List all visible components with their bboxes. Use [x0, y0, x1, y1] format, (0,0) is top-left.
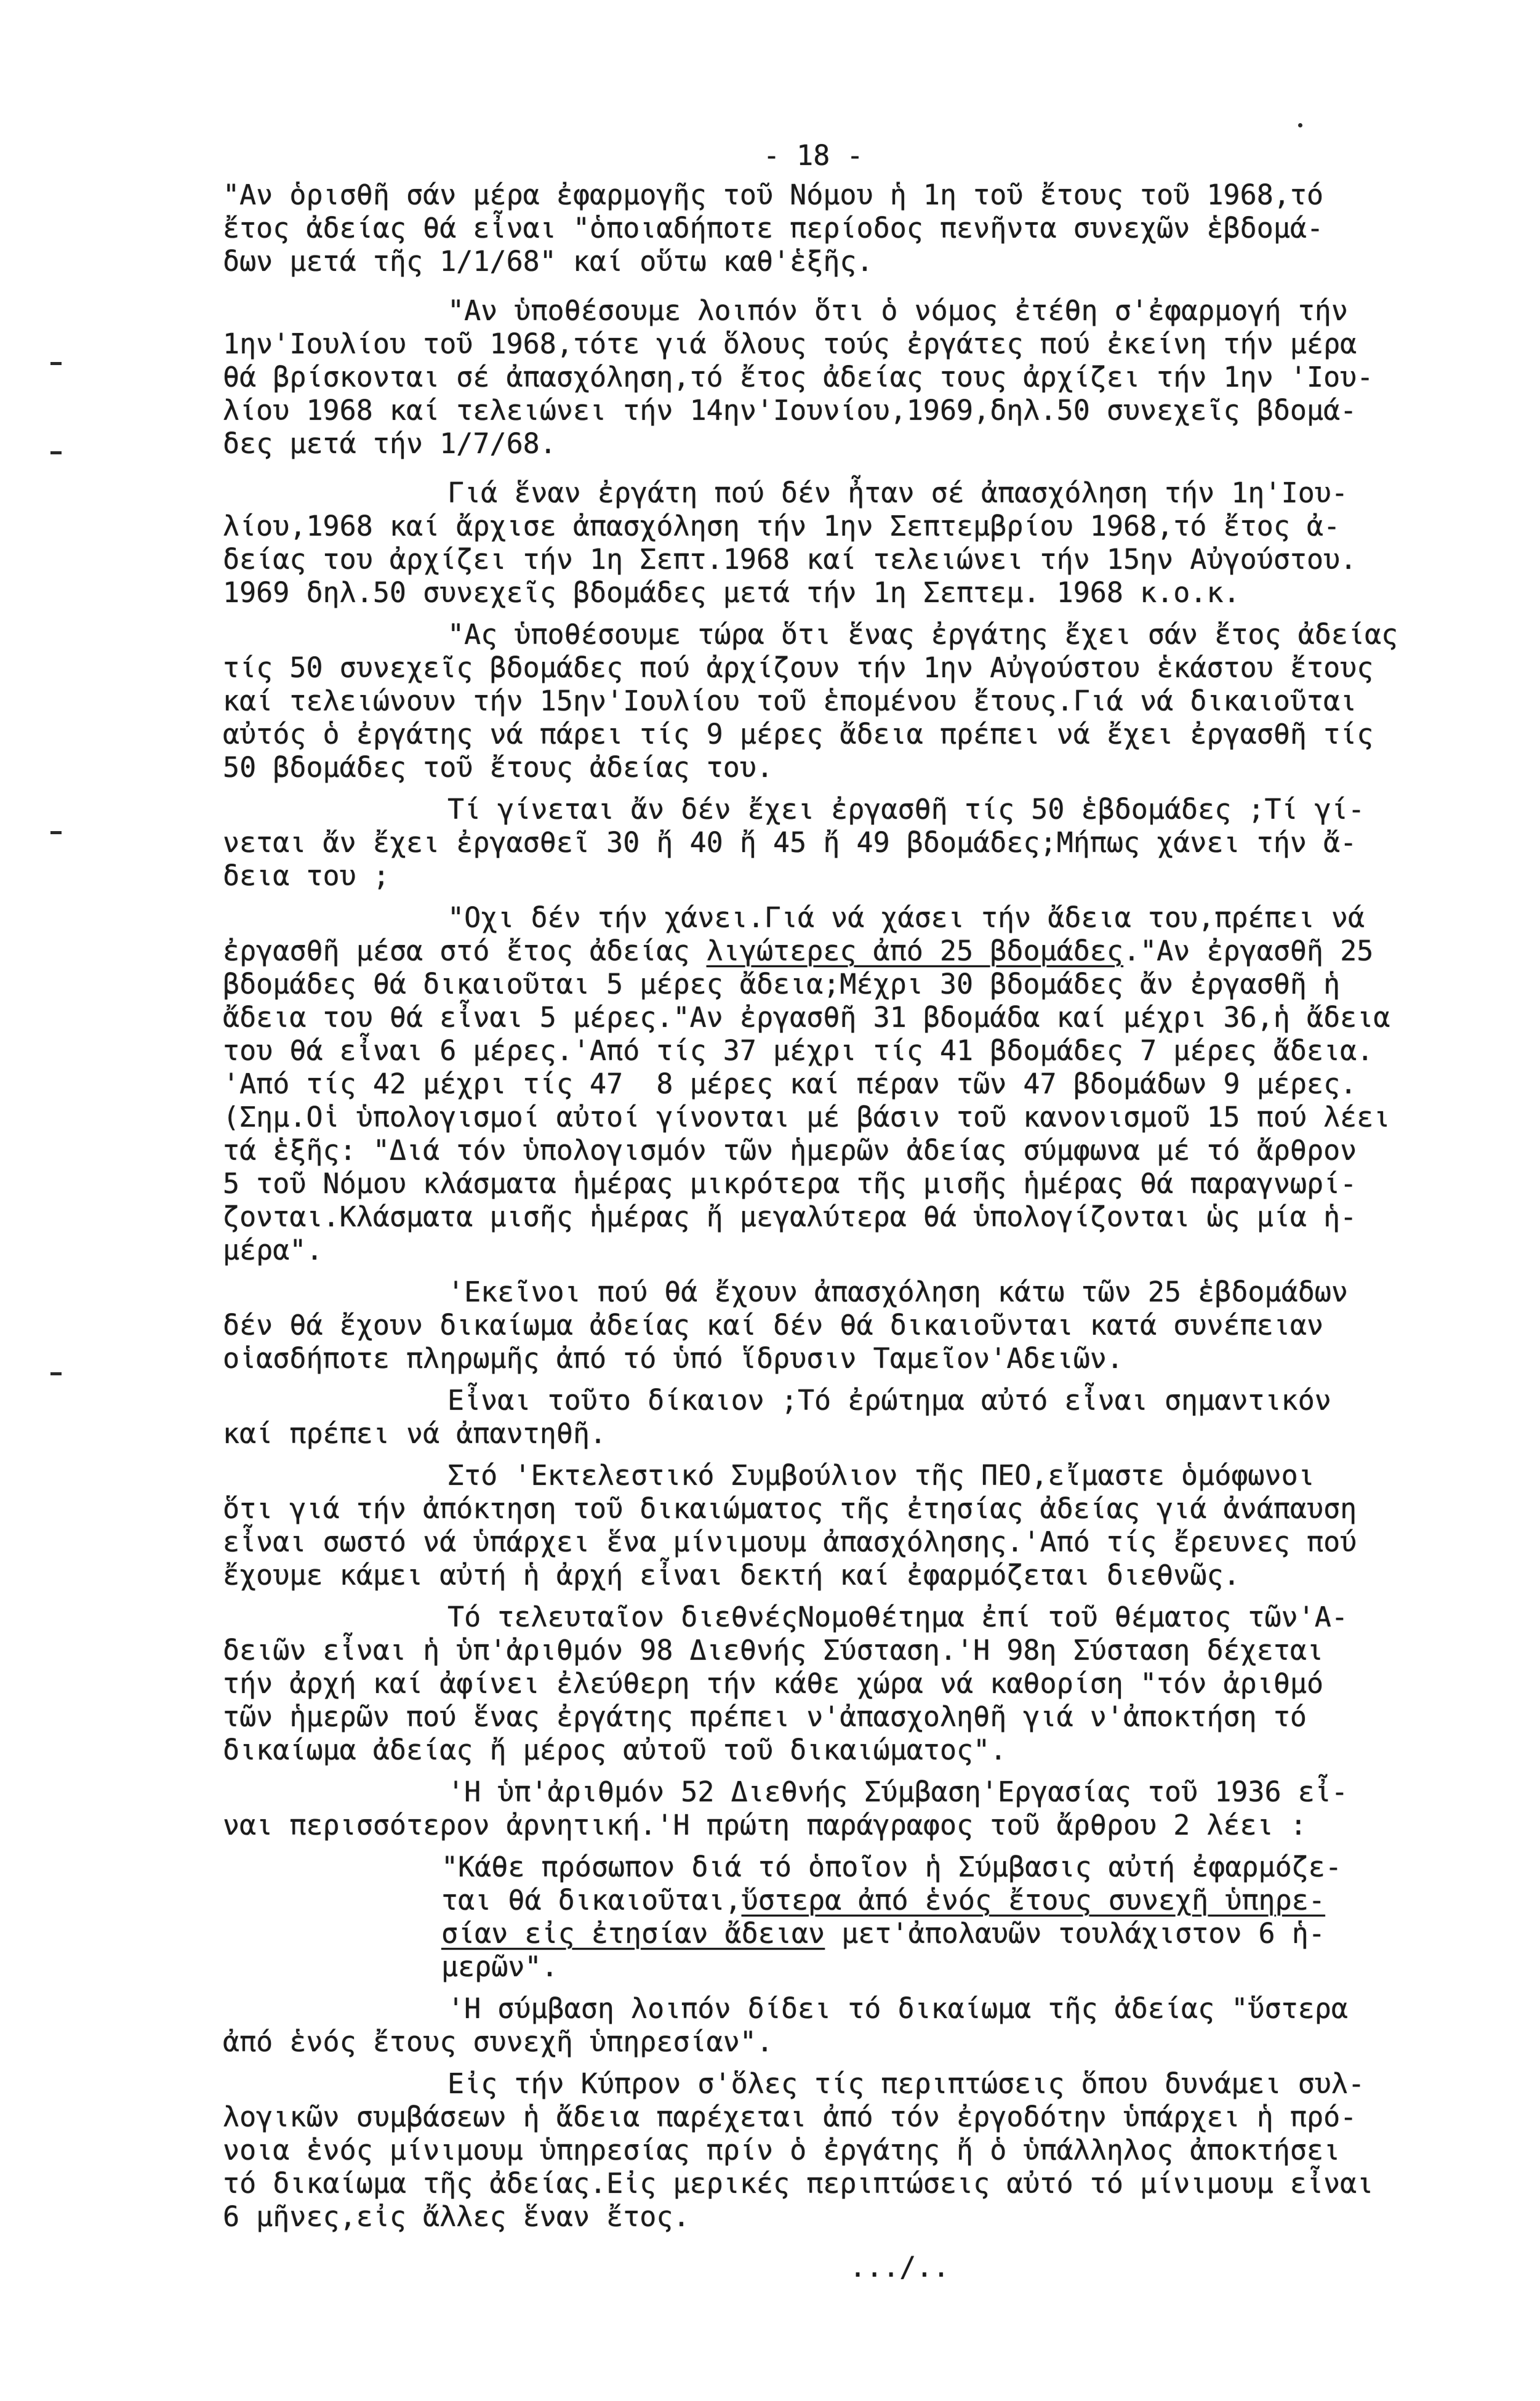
underlined-text: ὕστερα ἀπό ἑνός ἔτους συνεχῆ ὑπηρε-: [741, 1884, 1325, 1916]
text-line: [441, 1884, 1478, 1917]
margin-mark: [50, 362, 62, 365]
paragraph: [223, 793, 1478, 893]
text-line: τήν ἀρχή καί ἀφίνει ἐλεύθερη τήν κάθε χώρα νά καθορίση "τόν ἀριθμό: [223, 1667, 1324, 1700]
text-line: ἀπό ἑνός ἔτους συνεχῆ ὑπηρεσίαν".: [223, 2025, 774, 2058]
text-line: λίου 1968 καί τελειώνει τήν 14ην'Ιουνίου,1969,δηλ.50 συνεχεῖς βδομά-: [223, 394, 1357, 427]
text-line: δικαίωμα ἀδείας ἤ μέρος αὐτοῦ τοῦ δικαιώματος".: [223, 1734, 1007, 1766]
text-line: τό δικαίωμα τῆς ἀδείας.Εἰς μερικές περιπτώσεις αὐτό τό μίνιμουμ εἶναι: [223, 2167, 1374, 2200]
scan-dot: [1298, 123, 1302, 127]
paragraph: [223, 1776, 1478, 1842]
text-line: ἔχουμε κάμει αὐτή ἡ ἀρχή εἶναι δεκτή καί ἐφαρμόζεται διεθνῶς.: [223, 1559, 1240, 1591]
text-line: [441, 1917, 1478, 1950]
text-segment: ."Αν ἐργασθῆ 25: [1123, 935, 1374, 967]
text-line: (Σημ.Οἱ ὑπολογισμοί αὐτοί γίνονται μέ βάσιν τοῦ κανονισμοῦ 15 πού λέει: [223, 1101, 1390, 1133]
paragraph: [223, 1601, 1478, 1767]
margin-mark: [50, 451, 62, 454]
text-line: Τό τελευταῖον διεθνέςΝομοθέτημα ἐπί τοῦ θέματος τῶν'Α-: [447, 1601, 1348, 1633]
text-line: δέν θά ἔχουν δικαίωμα ἀδείας καί δέν θά δικαιοῦνται κατά συνέπειαν: [223, 1309, 1324, 1341]
text-line: 'Η ὑπ'ἀριθμόν 52 Διεθνής Σύμβαση'Εργασίας τοῦ 1936 εἶ-: [447, 1776, 1348, 1808]
text-line: ζονται.Κλάσματα μισῆς ἡμέρας ἤ μεγαλύτερα θά ὑπολογίζονται ὡς μία ἡ-: [223, 1200, 1357, 1233]
text-line: δείας του ἀρχίζει τήν 1η Σεπτ.1968 καί τελειώνει τήν 15ην Αὐγούστου.: [223, 543, 1357, 576]
text-line: τά ἑξῆς: "Διά τόν ὑπολογισμόν τῶν ἡμερῶν ἀδείας σύμφωνα μέ τό ἄρθρον: [223, 1134, 1357, 1167]
text-line: νεται ἄν ἔχει ἐργασθεῖ 30 ἤ 40 ἤ 45 ἤ 49 βδομάδες;Μήπως χάνει τήν ἄ-: [223, 826, 1357, 859]
text-line: αὐτός ὁ ἐργάτης νά πάρει τίς 9 μέρες ἄδεια πρέπει νά ἔχει ἐργασθῆ τίς: [223, 718, 1374, 750]
text-line: μερῶν".: [441, 1950, 558, 1983]
paragraph: [223, 294, 1478, 460]
text-segment: ἐργασθῆ μέσα στό ἔτος ἀδείας: [223, 935, 707, 967]
text-line: νοια ἑνός μίνιμουμ ὑπηρεσίας πρίν ὁ ἐργάτης ἤ ὁ ὑπάλληλος ἀποκτήσει: [223, 2134, 1341, 2166]
text-line: λογικῶν συμβάσεων ἡ ἄδεια παρέχεται ἀπό τόν ἐργοδότην ὑπάρχει ἡ πρό-: [223, 2101, 1357, 2133]
text-line: του θά εἶναι 6 μέρες.'Από τίς 37 μέχρι τίς 41 βδομάδες 7 μέρες ἄδεια.: [223, 1034, 1374, 1067]
margin-mark: [50, 1372, 62, 1375]
text-line: ὅτι γιά τήν ἀπόκτηση τοῦ δικαιώματος τῆς ἐτησίας ἀδείας γιά ἀνάπαυση: [223, 1492, 1357, 1525]
paragraph: [223, 179, 1478, 278]
text-line: 1ην'Ιουλίου τοῦ 1968,τότε γιά ὅλους τούς ἐργάτες πού ἐκείνη τήν μέρα: [223, 328, 1357, 360]
text-line: λίου,1968 καί ἄρχισε ἀπασχόληση τήν 1ην Σεπτεμβρίου 1968,τό ἔτος ἀ-: [223, 510, 1341, 542]
underlined-text: σίαν εἰς ἐτησίαν ἄδειαν: [441, 1917, 825, 1950]
text-line: θά βρίσκονται σέ ἀπασχόληση,τό ἔτος ἀδείας τους ἀρχίζει τήν 1ην 'Ιου-: [223, 361, 1374, 393]
text-line: δεια του ;: [223, 859, 390, 892]
text-line: 'Εκεῖνοι πού θά ἔχουν ἀπασχόληση κάτω τῶν 25 ἑβδομάδων: [447, 1276, 1348, 1308]
page-number: - 18 -: [763, 139, 864, 172]
text-line: δειῶν εἶναι ἡ ὑπ'ἀριθμόν 98 Διεθνής Σύσταση.'Η 98η Σύσταση δέχεται: [223, 1634, 1324, 1667]
paragraph: [223, 1384, 1478, 1450]
text-line: τῶν ἡμερῶν πού ἕνας ἐργάτης πρέπει ν'ἀπασχοληθῆ γιά ν'ἀποκτήση τό: [223, 1700, 1307, 1733]
paragraph: [223, 1459, 1478, 1592]
margin-mark: [50, 831, 62, 834]
text-line: καί τελειώνουν τήν 15ην'Ιουλίου τοῦ ἑπομένου ἔτους.Γιά νά δικαιοῦται: [223, 685, 1357, 717]
text-line: Στό 'Εκτελεστικό Συμβούλιον τῆς ΠΕΟ,εἴμαστε ὁμόφωνοι: [447, 1459, 1315, 1492]
text-line: "Κάθε πρόσωπον διά τό ὁποῖον ἡ Σύμβασις αὐτή ἐφαρμόζε-: [441, 1851, 1342, 1883]
text-line: [223, 935, 1478, 968]
text-line: Εἶναι τοῦτο δίκαιον ;Τό ἐρώτημα αὐτό εἶναι σημαντικόν: [447, 1384, 1331, 1417]
text-line: εἶναι σωστό νά ὑπάρχει ἕνα μίνιμουμ ἀπασχόλησης.'Από τίς ἔρευνες πού: [223, 1526, 1357, 1558]
text-line: οἱασδήποτε πληρωμῆς ἀπό τό ὑπό ἵδρυσιν Ταμεῖον'Αδειῶν.: [223, 1342, 1123, 1375]
text-segment: μετ'ἀπολαυῶν τουλάχιστον 6 ἡ-: [825, 1917, 1325, 1950]
document-body: [223, 179, 1478, 2234]
text-line: Γιά ἕναν ἐργάτη πού δέν ἦταν σέ ἀπασχόληση τήν 1η'Ιου-: [447, 477, 1348, 509]
text-line: καί πρέπει νά ἀπαντηθῆ.: [223, 1417, 607, 1450]
block-quote: [223, 1851, 1478, 1984]
text-line: Τί γίνεται ἄν δέν ἔχει ἐργασθῆ τίς 50 ἑβδομάδες ;Τί γί-: [447, 793, 1365, 826]
text-line: "Ας ὑποθέσουμε τώρα ὅτι ἕνας ἐργάτης ἔχει σάν ἔτος ἀδείας: [447, 618, 1398, 651]
paragraph: [223, 2067, 1478, 2234]
paragraph: [223, 901, 1478, 1267]
text-line: ἔτος ἀδείας θά εἶναι "ὁποιαδήποτε περίοδος πενῆντα συνεχῶν ἑβδομά-: [223, 212, 1324, 244]
text-line: "Αν ὑποθέσουμε λοιπόν ὅτι ὁ νόμος ἐτέθη σ'ἐφαρμογή τήν: [447, 294, 1348, 327]
text-line: μέρα".: [223, 1234, 323, 1266]
text-segment: ται θά δικαιοῦται,: [441, 1884, 742, 1916]
paragraph: [223, 1276, 1478, 1375]
text-line: 'Η σύμβαση λοιπόν δίδει τό δικαίωμα τῆς ἀδείας "ὕστερα: [447, 1992, 1348, 2025]
text-line: τίς 50 συνεχεῖς βδομάδες πού ἀρχίζουν τήν 1ην Αὐγούστου ἑκάστου ἔτους: [223, 651, 1374, 684]
text-line: βδομάδες θά δικαιοῦται 5 μέρες ἄδεια;Μέχρι 30 βδομάδες ἄν ἐργασθῆ ἡ: [223, 968, 1341, 1000]
underlined-text: λιγώτερες ἀπό 25 βδομάδες: [706, 935, 1123, 967]
text-line: ἄδεια του θά εἶναι 5 μέρες."Αν ἐργασθῆ 31 βδομάδα καί μέχρι 36,ἡ ἄδεια: [223, 1001, 1390, 1034]
text-line: 50 βδομάδες τοῦ ἔτους ἀδείας του.: [223, 751, 774, 784]
text-line: 1969 δηλ.50 συνεχεῖς βδομάδες μετά τήν 1η Σεπτεμ. 1968 κ.ο.κ.: [223, 576, 1240, 609]
text-line: 6 μῆνες,εἰς ἄλλες ἕναν ἔτος.: [223, 2200, 690, 2233]
text-line: ναι περισσότερον ἀρνητική.'Η πρώτη παράγραφος τοῦ ἄρθρου 2 λέει :: [223, 1809, 1307, 1841]
text-line: δων μετά τῆς 1/1/68" καί οὕτω καθ'ἑξῆς.: [223, 245, 873, 278]
text-line: δες μετά τήν 1/7/68.: [223, 427, 556, 460]
text-line: "Οχι δέν τήν χάνει.Γιά νά χάσει τήν ἄδεια του,πρέπει νά: [447, 901, 1365, 934]
text-line: Εἰς τήν Κύπρον σ'ὅλες τίς περιπτώσεις ὅπου δυνάμει συλ-: [447, 2067, 1365, 2100]
paragraph: [223, 1992, 1478, 2059]
paragraph: [223, 477, 1478, 609]
text-line: 'Από τίς 42 μέχρι τίς 47 8 μέρες καί πέραν τῶν 47 βδομάδων 9 μέρες.: [223, 1068, 1357, 1100]
paragraph: [223, 618, 1478, 784]
text-line: 5 τοῦ Νόμου κλάσματα ἡμέρας μικρότερα τῆς μισῆς ἡμέρας θά παραγνωρί-: [223, 1167, 1357, 1200]
text-line: "Αν ὁρισθῆ σάν μέρα ἐφαρμογῆς τοῦ Νόμου ἡ 1η τοῦ ἔτους τοῦ 1968,τό: [223, 179, 1324, 211]
continuation-marker: .../..: [849, 2251, 950, 2283]
